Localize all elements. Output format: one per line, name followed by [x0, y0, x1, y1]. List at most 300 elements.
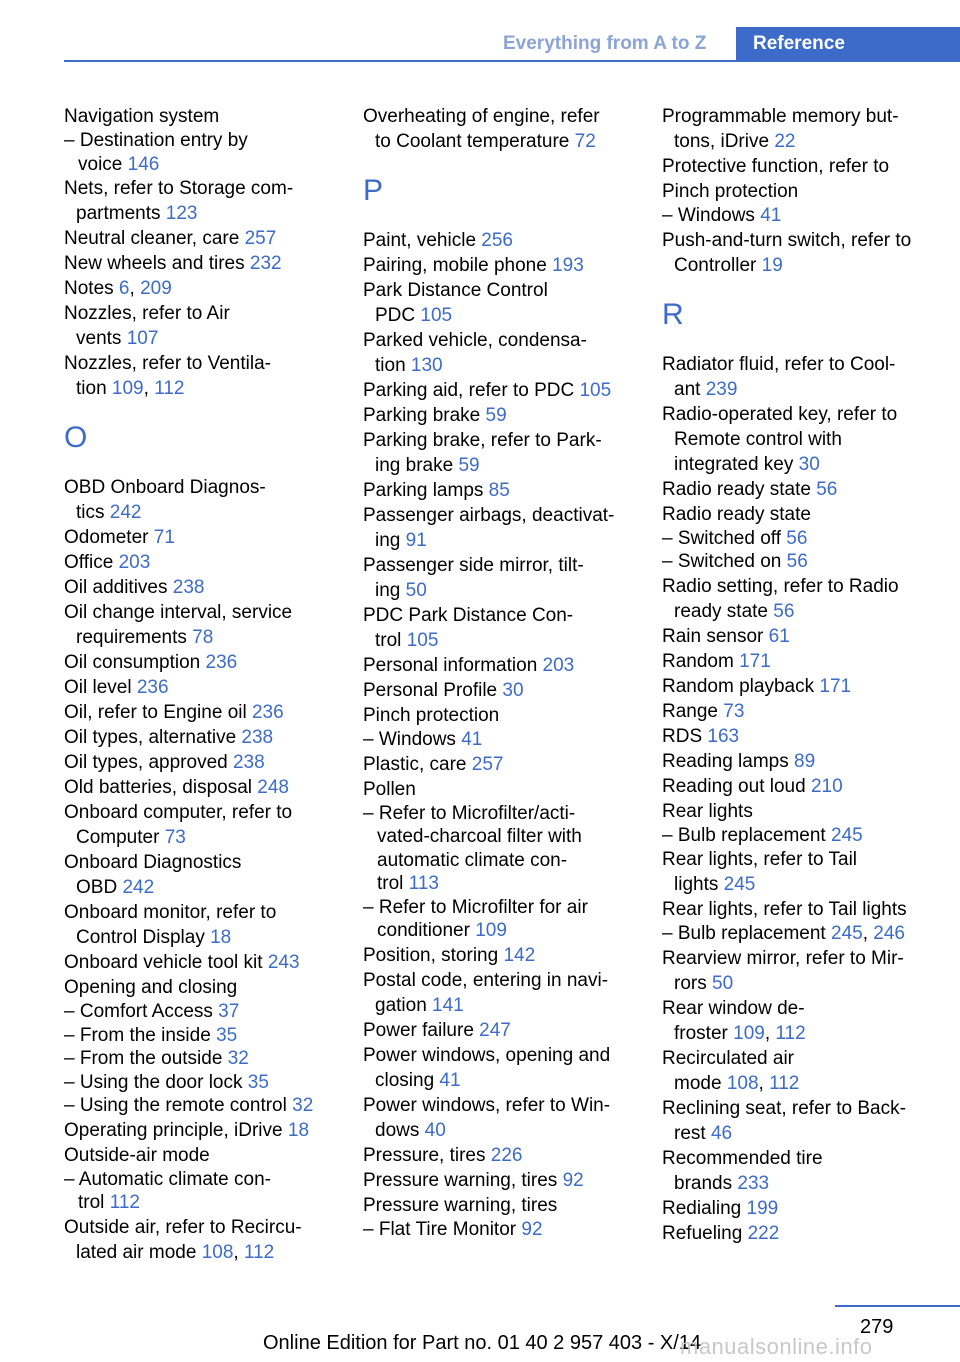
- index-entry: [363, 628, 653, 653]
- entry-text: Radio ready state: [662, 478, 817, 500]
- entry-text: Onboard monitor, refer to: [64, 902, 277, 923]
- index-entry: [662, 1171, 952, 1196]
- entry-text: Rear lights, refer to Tail: [662, 849, 858, 870]
- entry-text: froster: [674, 1022, 734, 1044]
- index-entry: [363, 919, 653, 943]
- index-entry: [64, 650, 354, 675]
- page-link[interactable]: 56: [786, 527, 808, 549]
- page-link[interactable]: 112: [775, 1022, 806, 1044]
- index-entry: [662, 699, 952, 724]
- entry-text: Rear lights: [662, 800, 753, 822]
- index-entry: mode 108, 112: [674, 1072, 800, 1094]
- page-link[interactable]: 246: [873, 923, 905, 944]
- page-link[interactable]: 35: [216, 1024, 238, 1046]
- entry-text: gation: [375, 994, 433, 1016]
- page-link[interactable]: 245: [831, 824, 863, 846]
- index-entry: [363, 752, 653, 777]
- page-link[interactable]: 40: [424, 1119, 446, 1141]
- entry-text: Parked vehicle, condensa-: [363, 330, 587, 351]
- index-entry: [363, 653, 653, 678]
- entry-text: OBD Onboard Diagnos-: [64, 477, 266, 498]
- index-entry: [64, 975, 354, 1000]
- index-entry: [64, 351, 354, 376]
- page-link[interactable]: 59: [458, 455, 480, 476]
- entry-text: ing brake: [375, 455, 459, 476]
- page-link[interactable]: 130: [410, 355, 443, 376]
- entry-text: Navigation system: [64, 106, 220, 127]
- page-link[interactable]: 85: [488, 480, 510, 501]
- entry-text: lated air mode: [76, 1241, 202, 1263]
- index-entry: [64, 1047, 354, 1071]
- index-entry: [662, 402, 952, 427]
- index-entry: [363, 503, 653, 528]
- page-link[interactable]: 243: [267, 952, 300, 973]
- page-link[interactable]: 78: [192, 627, 214, 648]
- entry-text: RDS: [662, 725, 708, 747]
- index-entry: [662, 427, 952, 452]
- entry-text: Oil additives: [64, 577, 173, 598]
- page-link[interactable]: 141: [432, 994, 464, 1016]
- entry-text: Nozzles, refer to Air: [64, 303, 230, 324]
- page-link[interactable]: 6: [118, 278, 130, 299]
- entry-text: Radiator fluid, refer to Cool-: [662, 353, 896, 375]
- entry-text: – From the inside: [64, 1024, 217, 1046]
- page-link[interactable]: 171: [739, 650, 771, 672]
- entry-text: – Refer to Microfilter/acti-: [363, 802, 576, 824]
- page-link[interactable]: 226: [490, 1144, 523, 1166]
- page-link[interactable]: 238: [172, 577, 205, 598]
- section-letter: [662, 288, 952, 338]
- page-link[interactable]: 163: [707, 725, 740, 747]
- index-entry: [64, 725, 354, 750]
- index-entry: [662, 799, 952, 824]
- index-entry: [64, 1215, 354, 1240]
- index-entry: [64, 925, 354, 950]
- index-entry: [662, 724, 952, 749]
- page-link[interactable]: 73: [164, 827, 186, 848]
- entry-text: Range: [662, 700, 724, 722]
- page-link[interactable]: 236: [205, 652, 238, 673]
- index-column-1: [64, 104, 354, 1265]
- entry-text: Random: [662, 650, 740, 672]
- index-entry: [64, 301, 354, 326]
- page-link[interactable]: 50: [712, 972, 734, 994]
- index-entry: [363, 1218, 653, 1242]
- page-link[interactable]: 108: [726, 1072, 759, 1094]
- index-entry: [662, 129, 952, 154]
- entry-text: Onboard computer, refer to: [64, 802, 293, 823]
- index-entry: [662, 971, 952, 996]
- page-link[interactable]: 113: [408, 873, 439, 894]
- page-link[interactable]: 59: [485, 405, 507, 426]
- index-entry: [363, 578, 653, 603]
- index-entry: [64, 1118, 354, 1143]
- index-entry: [662, 824, 952, 848]
- entry-text: Parking brake: [363, 405, 486, 426]
- entry-text: Reading lamps: [662, 750, 795, 772]
- index-entry: [363, 703, 653, 728]
- entry-text: Oil types, approved: [64, 752, 233, 773]
- entry-text: Oil change interval, service: [64, 602, 293, 623]
- entry-text: brands: [674, 1172, 738, 1194]
- index-column-2: [363, 104, 653, 1241]
- entry-text: rors: [674, 972, 712, 994]
- entry-text: Odometer: [64, 527, 154, 548]
- entry-text: Recirculated air: [662, 1047, 794, 1069]
- entry-text: tion: [76, 378, 112, 399]
- index-entry: [363, 278, 653, 303]
- entry-text: Protective function, refer to: [662, 156, 890, 177]
- index-entry: [64, 1094, 354, 1118]
- entry-text: – Switched on: [662, 551, 787, 572]
- entry-text: Parking lamps: [363, 480, 489, 501]
- index-entry: [662, 897, 952, 922]
- index-entry: [64, 1071, 354, 1095]
- section-letter: [64, 411, 354, 461]
- index-column-3: [662, 104, 952, 1246]
- entry-text: Opening and closing: [64, 977, 238, 998]
- page-link[interactable]: 112: [109, 1192, 140, 1213]
- page-link[interactable]: 19: [761, 254, 783, 276]
- index-entry: [64, 1191, 354, 1215]
- index-entry: [64, 575, 354, 600]
- entry-text: Programmable memory but-: [662, 106, 899, 127]
- page-link[interactable]: 232: [249, 253, 282, 274]
- entry-text: Oil consumption: [64, 652, 206, 673]
- page-link[interactable]: 171: [819, 675, 852, 697]
- entry-text: Pollen: [363, 778, 416, 800]
- entry-text: Old batteries, disposal: [64, 777, 258, 798]
- index-entry: lated air mode 108, 112: [76, 1241, 275, 1263]
- entry-text: Onboard vehicle tool kit: [64, 952, 268, 973]
- entry-text: – Destination entry by: [64, 130, 248, 151]
- page-link[interactable]: 142: [503, 944, 536, 966]
- index-entry: [363, 1043, 653, 1068]
- page-link[interactable]: 257: [471, 753, 504, 775]
- index-entry: [662, 104, 952, 129]
- index-entry: [64, 875, 354, 900]
- entry-text: closing: [375, 1069, 440, 1091]
- index-entry: [662, 1196, 952, 1221]
- index-entry: [662, 228, 952, 253]
- entry-text: mode: [674, 1072, 727, 1094]
- entry-text: PDC Park Distance Con-: [363, 605, 574, 626]
- index-entry: [363, 603, 653, 628]
- header-tab-reference[interactable]: Reference: [736, 27, 960, 61]
- index-entry: [363, 328, 653, 353]
- entry-text: tion: [375, 355, 411, 376]
- edition-note: Online Edition for Part no. 01 40 2 957 403 - X/14: [263, 1332, 702, 1354]
- index-entry: [363, 728, 653, 752]
- page-link[interactable]: 245: [723, 874, 756, 895]
- watermark: manualsonline.info: [680, 1334, 873, 1359]
- entry-text: Office: [64, 552, 119, 573]
- page-link[interactable]: 105: [579, 380, 612, 401]
- entry-text: – Bulb replacement: [662, 824, 831, 846]
- page-link[interactable]: 112: [769, 1072, 800, 1094]
- page-link[interactable]: 247: [479, 1019, 511, 1041]
- page-link[interactable]: 107: [126, 328, 159, 349]
- index-entry: [363, 1193, 653, 1218]
- index-entry: [64, 850, 354, 875]
- index-entry: [64, 675, 354, 700]
- entry-text: rest: [674, 1122, 711, 1144]
- index-entry: [363, 428, 653, 453]
- index-entry: [64, 1143, 354, 1168]
- page-link[interactable]: 238: [232, 752, 265, 773]
- index-entry: [662, 1221, 952, 1246]
- entry-text: Rear lights, refer to Tail lights: [662, 899, 907, 920]
- entry-text: – From the outside: [64, 1048, 228, 1069]
- page-link[interactable]: 109: [475, 920, 507, 941]
- entry-text: – Switched off: [662, 527, 787, 549]
- entry-text: trol: [78, 1192, 110, 1213]
- page-link[interactable]: 61: [768, 625, 790, 647]
- index-entry: [363, 802, 653, 826]
- page-link[interactable]: 30: [502, 680, 524, 701]
- page-link[interactable]: 257: [244, 228, 277, 249]
- page-link[interactable]: 108: [201, 1241, 234, 1263]
- page-link[interactable]: 146: [127, 153, 160, 175]
- entry-text: Outside-air mode: [64, 1144, 210, 1166]
- entry-text: tics: [76, 502, 110, 523]
- entry-text: Power failure: [363, 1019, 480, 1041]
- entry-text: – Using the door lock: [64, 1071, 248, 1093]
- entry-text: voice: [78, 153, 128, 175]
- page-link[interactable]: 238: [241, 727, 274, 748]
- entry-text: – Bulb replacement: [662, 923, 831, 944]
- index-entry: [662, 1046, 952, 1071]
- entry-text: lights: [674, 874, 724, 895]
- entry-text: Passenger airbags, deactivat-: [363, 505, 615, 526]
- entry-text: – Flat Tire Monitor: [363, 1218, 522, 1240]
- page-link[interactable]: 239: [705, 378, 738, 400]
- page-link[interactable]: 41: [760, 205, 782, 226]
- page-link[interactable]: 92: [521, 1218, 543, 1240]
- entry-text: Personal Profile: [363, 680, 503, 701]
- entry-text: Reclining seat, refer to Back-: [662, 1097, 906, 1119]
- entry-text: Reading out loud: [662, 775, 811, 797]
- index-entry: [662, 477, 952, 502]
- index-entry: [662, 527, 952, 551]
- page-link[interactable]: 109: [111, 378, 144, 399]
- page-link[interactable]: 71: [153, 527, 175, 548]
- index-entry: [363, 528, 653, 553]
- page-link[interactable]: 256: [481, 230, 513, 251]
- entry-text: Computer: [76, 827, 165, 848]
- letter-text: R: [662, 297, 684, 331]
- entry-text: vated-charcoal filter with: [377, 826, 582, 847]
- entry-text: Personal information: [363, 655, 543, 676]
- page-link[interactable]: 56: [773, 600, 795, 622]
- page-link[interactable]: 46: [710, 1122, 733, 1144]
- page-link[interactable]: 105: [406, 630, 439, 651]
- page-link[interactable]: 209: [140, 278, 172, 299]
- index-entry: [662, 847, 952, 872]
- page-link[interactable]: 56: [786, 551, 808, 572]
- index-entry: [662, 996, 952, 1021]
- page-link[interactable]: 41: [439, 1069, 461, 1091]
- page-link[interactable]: 112: [154, 378, 185, 399]
- page-link[interactable]: 242: [122, 877, 155, 898]
- index-entry: [662, 352, 952, 377]
- index-entry: [363, 478, 653, 503]
- index-entry: [64, 201, 354, 226]
- index-entry: froster 109, 112: [674, 1022, 806, 1044]
- entry-text: Rear window de-: [662, 997, 805, 1019]
- index-entry: [662, 1121, 952, 1146]
- page-link[interactable]: 248: [257, 777, 289, 798]
- entry-text: Remote control with: [674, 428, 842, 450]
- page-link[interactable]: 123: [165, 203, 198, 224]
- entry-text: Radio setting, refer to Radio: [662, 575, 899, 597]
- page-link[interactable]: 22: [774, 131, 796, 152]
- index-entry: [64, 800, 354, 825]
- entry-text: Pinch protection: [662, 181, 799, 202]
- page-link[interactable]: 236: [251, 702, 284, 723]
- entry-text: requirements: [76, 627, 193, 648]
- entry-text: – Comfort Access: [64, 1001, 219, 1022]
- entry-text: Oil level: [64, 677, 137, 698]
- page-link[interactable]: 56: [816, 478, 838, 500]
- index-entry: [64, 1168, 354, 1192]
- index-entry: [363, 872, 653, 896]
- page-link[interactable]: 18: [210, 927, 232, 948]
- page-link[interactable]: 109: [733, 1022, 765, 1044]
- entry-text: conditioner: [377, 920, 476, 941]
- entry-text: Refueling: [662, 1222, 748, 1244]
- entry-text: – Automatic climate con-: [64, 1168, 271, 1190]
- index-entry: [363, 253, 653, 278]
- page-link[interactable]: 242: [109, 502, 142, 523]
- entry-text: Power windows, refer to Win-: [363, 1094, 611, 1116]
- index-entry: [64, 625, 354, 650]
- index-entry: [64, 1000, 354, 1024]
- index-entry: [64, 775, 354, 800]
- entry-text: Redialing: [662, 1197, 747, 1219]
- index-entry: [363, 553, 653, 578]
- page-link[interactable]: 30: [798, 453, 820, 475]
- entry-text: Nets, refer to Storage com-: [64, 178, 294, 199]
- entry-text: dows: [375, 1119, 425, 1141]
- entry-text: Rearview mirror, refer to Mir-: [662, 947, 904, 969]
- entry-text: to Coolant temperature: [375, 131, 575, 152]
- page-link[interactable]: 105: [420, 305, 453, 326]
- index-entry: [363, 825, 653, 849]
- entry-text: Outside air, refer to Recircu-: [64, 1216, 302, 1238]
- page-link[interactable]: 18: [287, 1119, 310, 1141]
- entry-text: ing: [375, 580, 406, 601]
- index-entry: [64, 825, 354, 850]
- entry-text: Postal code, entering in navi-: [363, 969, 609, 991]
- page-link[interactable]: 91: [405, 530, 427, 551]
- index-entry: [363, 1093, 653, 1118]
- entry-text: Operating principle, iDrive: [64, 1119, 288, 1141]
- index-entry: [662, 452, 952, 477]
- entry-text: New wheels and tires: [64, 253, 250, 274]
- index-entry: [64, 500, 354, 525]
- page-link[interactable]: 37: [218, 1001, 240, 1022]
- entry-text: vents: [76, 328, 127, 349]
- page-link[interactable]: 112: [243, 1241, 275, 1263]
- entry-text: Passenger side mirror, tilt-: [363, 555, 584, 576]
- page-link[interactable]: 50: [405, 580, 427, 601]
- index-entry: [662, 624, 952, 649]
- index-entry: [662, 649, 952, 674]
- page-link[interactable]: 203: [542, 655, 575, 676]
- index-entry: [363, 228, 653, 253]
- index-entry: [363, 129, 653, 154]
- index-entry: Notes 6, 209: [64, 278, 172, 299]
- index-entry: [64, 950, 354, 975]
- entry-text: Recommended tire: [662, 1147, 823, 1169]
- index-entry: [662, 179, 952, 204]
- index-entry: [662, 154, 952, 179]
- index-entry: [662, 1096, 952, 1121]
- entry-text: Paint, vehicle: [363, 230, 482, 251]
- page-link[interactable]: 73: [723, 700, 745, 722]
- index-entry: [363, 993, 653, 1018]
- page-link[interactable]: 222: [747, 1222, 780, 1244]
- page-link[interactable]: 32: [292, 1095, 314, 1116]
- entry-text: ing: [375, 530, 406, 551]
- page-link[interactable]: 92: [562, 1169, 584, 1191]
- entry-text: Oil types, alternative: [64, 727, 242, 748]
- index-entry: [662, 599, 952, 624]
- entry-text: Pinch protection: [363, 705, 500, 726]
- page-link[interactable]: 193: [552, 255, 584, 276]
- page-link[interactable]: 203: [118, 552, 151, 573]
- page-link[interactable]: 210: [810, 775, 843, 797]
- entry-text: Radio ready state: [662, 503, 811, 525]
- index-entry: [662, 872, 952, 897]
- page-link[interactable]: 233: [737, 1172, 770, 1194]
- index-entry: [64, 600, 354, 625]
- entry-text: Radio-operated key, refer to: [662, 403, 898, 425]
- index-entry: [64, 129, 354, 153]
- index-entry: [662, 749, 952, 774]
- entry-text: Pressure warning, tires: [363, 1194, 558, 1216]
- entry-text: – Using the remote control: [64, 1095, 293, 1116]
- index-entry: [64, 326, 354, 351]
- index-entry: [64, 750, 354, 775]
- page-link[interactable]: 32: [227, 1048, 249, 1069]
- index-entry: [662, 674, 952, 699]
- entry-text: tons, iDrive: [674, 131, 775, 152]
- entry-text: Onboard Diagnostics: [64, 852, 242, 873]
- entry-text: Rain sensor: [662, 625, 769, 647]
- index-entry: [363, 1168, 653, 1193]
- entry-text: Control Display: [76, 927, 211, 948]
- page-number: 279: [860, 1316, 894, 1338]
- index-entry: [363, 303, 653, 328]
- page-link[interactable]: 199: [746, 1197, 779, 1219]
- page-link[interactable]: 236: [136, 677, 169, 698]
- index-entry: [64, 104, 354, 129]
- index-entry: [662, 774, 952, 799]
- letter-text: P: [363, 174, 384, 207]
- page-link[interactable]: 35: [247, 1071, 269, 1093]
- entry-text: Park Distance Control: [363, 280, 548, 301]
- page-link[interactable]: 72: [574, 131, 596, 152]
- entry-text: automatic climate con-: [377, 849, 568, 871]
- entry-text: – Windows: [363, 729, 462, 750]
- page-link[interactable]: 245: [831, 923, 863, 944]
- entry-text: Random playback: [662, 675, 820, 697]
- page-link[interactable]: 41: [461, 729, 483, 750]
- page-link[interactable]: 89: [794, 750, 816, 772]
- index-entry: [662, 574, 952, 599]
